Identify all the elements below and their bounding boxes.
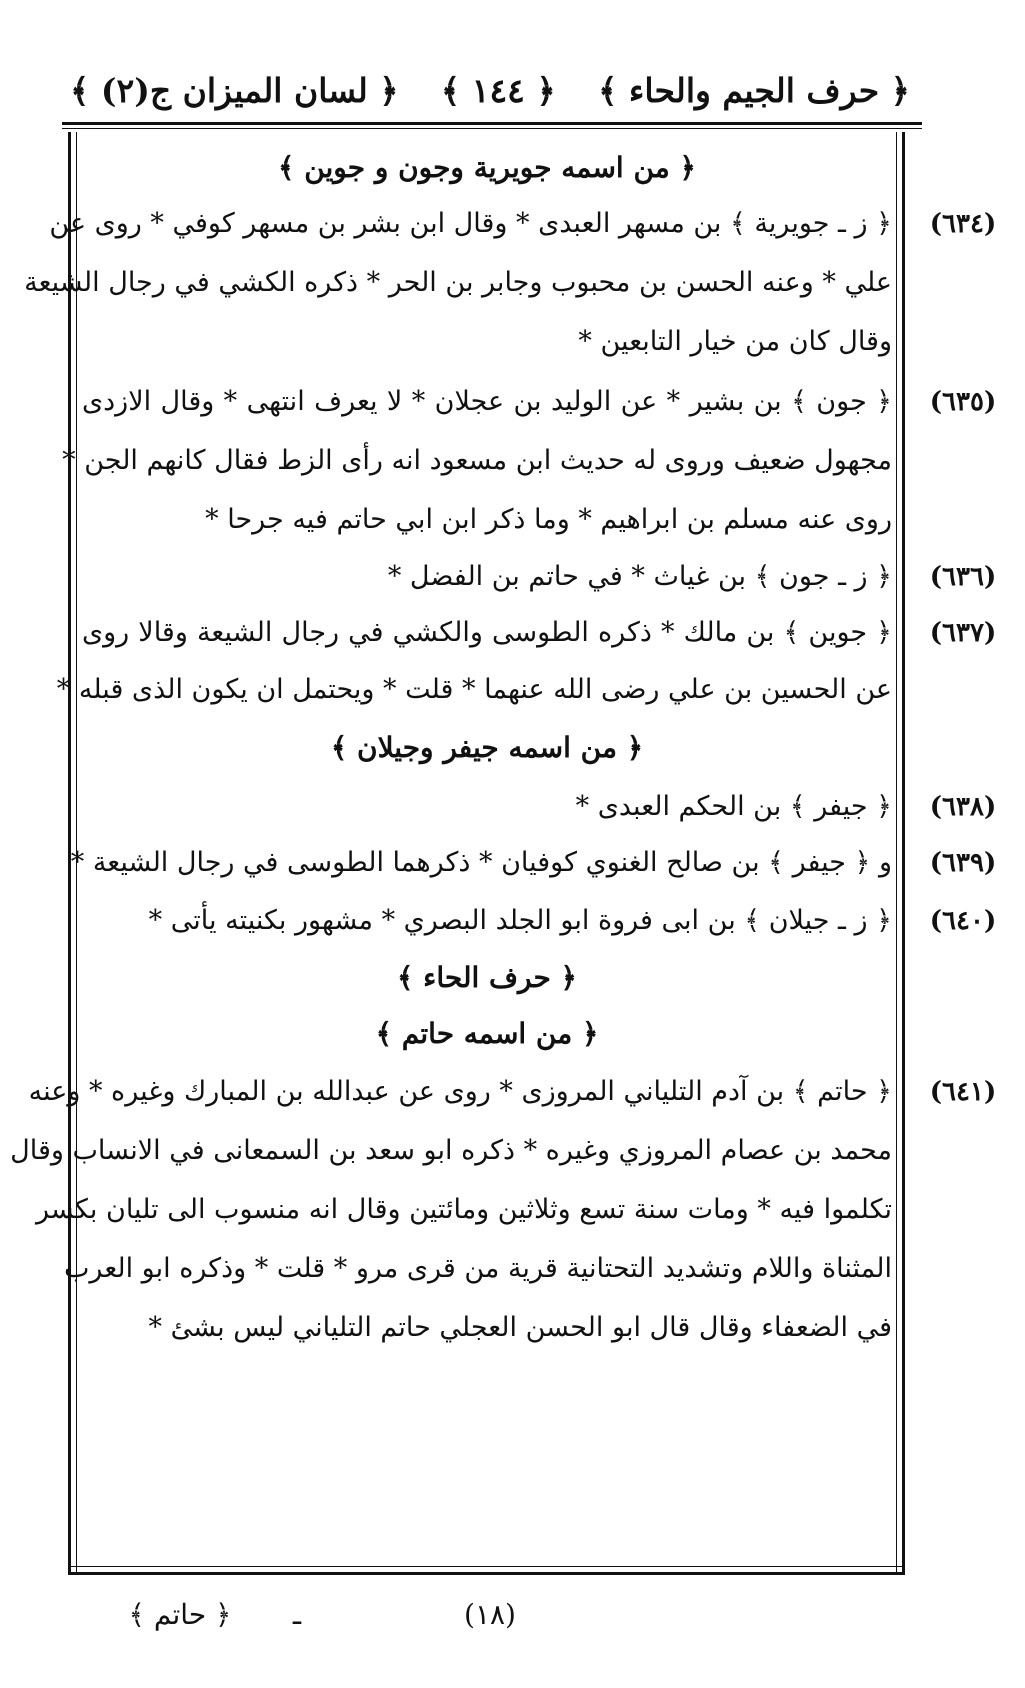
entry-635-line-2: مجهول ضعيف وروى له حديث ابن مسعود انه رأى الزط فقال كانهم الجن * <box>62 445 892 476</box>
running-header <box>70 60 910 120</box>
header-book-title: ﴿ لسان الميزان ج(٢) ﴾ <box>70 70 399 110</box>
entry-640-line-1: ﴿ ز ـ جيلان ﴾ بن ابى فروة ابو الجلد البصري * مشهور بكنيته يأتى * <box>148 905 892 936</box>
header-rule-thin <box>62 128 922 129</box>
entry-number-641: (٦٤١) <box>929 1077 997 1107</box>
entry-641-line-2: محمد بن عصام المروزي وغيره * ذكره ابو سعد بن السمعانى في الانساب وقال <box>10 1135 892 1166</box>
entry-637-line-2: عن الحسين بن علي رضى الله عنهما * قلت * ويحتمل ان يكون الذى قبله * <box>56 674 892 705</box>
entry-number-634: (٦٣٤) <box>929 209 997 239</box>
entry-number-639: (٦٣٩) <box>929 848 997 878</box>
section-heading-hatim: ﴿ من اسمه حاتم ﴾ <box>375 1017 599 1050</box>
entry-637-line-1: ﴿ جوين ﴾ بن مالك * ذكره الطوسى والكشي في رجال الشيعة وقالا روى <box>82 617 892 648</box>
entry-638-line-1: ﴿ جيفر ﴾ بن الحكم العبدى * <box>575 791 892 822</box>
entry-number-640: (٦٤٠) <box>929 906 997 936</box>
entry-number-636: (٦٣٦) <box>929 562 997 592</box>
chapter-heading-haa: ﴿ حرف الحاء ﴾ <box>397 961 577 994</box>
entry-636-line-1: ﴿ ز ـ جون ﴾ بن غياث * في حاتم بن الفضل * <box>387 561 892 592</box>
entry-number-638: (٦٣٨) <box>929 792 997 822</box>
entry-number-635: (٦٣٥) <box>929 387 997 417</box>
entry-639-line-1: و ﴿ جيفر ﴾ بن صالح الغنوي كوفيان * ذكرهما الطوسى في رجال الشيعة * <box>70 847 892 878</box>
frame-right-rule-thin <box>896 132 897 1572</box>
entry-635-line-3: روى عنه مسلم بن ابراهيم * وما ذكر ابن ابي حاتم فيه جرحا * <box>205 504 892 535</box>
entry-634-line-1: ﴿ ز ـ جويرية ﴾ بن مسهر العبدى * وقال ابن بشر بن مسهر كوفي * روى عن <box>49 208 892 239</box>
entry-641-line-4: المثناة واللام وتشديد التحتانية قرية من قرى مرو * قلت * وذكره ابو العرب <box>64 1253 892 1284</box>
entry-634-line-3: وقال كان من خيار التابعين * <box>578 326 892 357</box>
header-page-number: ﴿ ١٤٤ ﴾ <box>440 70 556 110</box>
signature-mark: (١٨) <box>464 1598 516 1631</box>
bottom-rule <box>68 1572 905 1575</box>
entry-641-line-1: ﴿ حاتم ﴾ بن آدم التلياني المروزى * روى عن عبدالله بن المبارك وغيره * وعنه <box>28 1076 892 1107</box>
footer-dash: ـ <box>292 1598 302 1631</box>
header-rule <box>62 122 922 125</box>
entry-635-line-1: ﴿ جون ﴾ بن بشير * عن الوليد بن عجلان * لا يعرف انتهى * وقال الازدى <box>82 386 892 417</box>
entry-641-line-5: في الضعفاء وقال قال ابو الحسن العجلي حاتم التلياني ليس بشئ * <box>148 1312 892 1343</box>
entry-634-line-2: علي * وعنه الحسن بن محبوب وجابر بن الحر * ذكره الكشي في رجال الشيعة <box>24 267 892 298</box>
bottom-rule-thin <box>68 1566 905 1567</box>
section-heading-jwayriya: ﴿ من اسمه جويرية وجون و جوين ﴾ <box>278 151 696 184</box>
entry-641-line-3: تكلموا فيه * ومات سنة تسع وثلاثين ومائتين وقال انه منسوب الى تليان بكسر <box>36 1194 892 1225</box>
catchword: ﴿ حاتم ﴾ <box>128 1598 232 1631</box>
entry-number-637: (٦٣٧) <box>929 618 997 648</box>
header-chapter: ﴿ حرف الجيم والحاء ﴾ <box>598 70 910 110</box>
section-heading-jayfar: ﴿ من اسمه جيفر وجيلان ﴾ <box>330 731 644 764</box>
frame-right-rule <box>902 132 905 1572</box>
